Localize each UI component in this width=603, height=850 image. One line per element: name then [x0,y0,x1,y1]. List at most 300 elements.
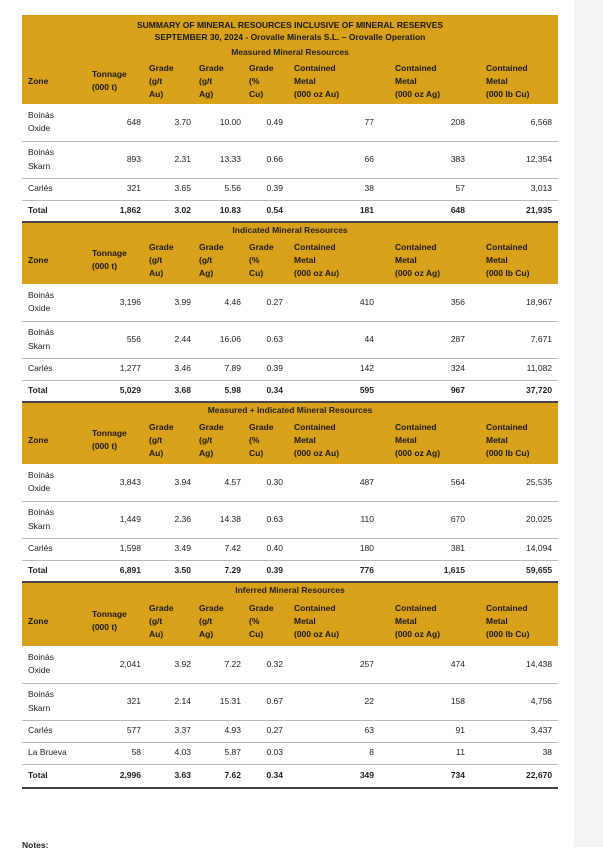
table-row [22,284,558,321]
cell-cu: 0.39 [247,178,289,200]
header-au-line: Grade [149,602,174,613]
header-mcu [471,416,558,464]
cell-cu: 0.03 [247,742,289,764]
header-zone-label: Zone [28,615,49,626]
cell-mag: 381 [380,538,471,560]
total-row [22,560,558,582]
header-cu-line: Grade [249,62,274,73]
cell-tonnage: 58 [80,742,147,764]
total-tonnage: 2,996 [80,764,147,788]
cell-mcu: 3,437 [471,720,558,742]
cell-mag: 564 [380,464,471,501]
zone-subname: Skarn [28,702,51,713]
cell-ag: 10.00 [197,104,247,141]
header-au [147,596,197,646]
header-tonnage-line: Tonnage [92,69,127,79]
total-cu: 0.39 [247,560,289,582]
header-zone-label: Zone [28,254,49,265]
header-mau-line: Metal [294,75,316,86]
total-row [22,380,558,402]
cell-mau: 77 [289,104,380,141]
header-mcu [471,596,558,646]
header-mag-line: Metal [395,75,417,86]
zone-name: Carlés [28,725,53,736]
total-mag: 967 [380,380,471,402]
title-line-2: SEPTEMBER 30, 2024 - Orovalle Minerals S.L. – Orovalle Operation [154,32,426,42]
header-au [147,58,197,104]
header-au-line: (g/t [149,615,163,626]
header-mau-line: (000 oz Au) [294,267,340,278]
header-mcu [471,58,558,104]
cell-mag: 383 [380,141,471,178]
total-label: Total [22,560,80,582]
header-mcu-line: Metal [486,615,508,626]
header-cu-line: Grade [249,241,274,252]
cell-au: 2.36 [147,501,197,538]
cell-cu: 0.49 [247,104,289,141]
section-title-text: Inferred Mineral Resources [235,584,345,595]
zone-subname: Skarn [28,520,51,531]
header-zone-label: Zone [28,75,49,86]
cell-tonnage: 556 [80,321,147,358]
zone-subname: Skarn [28,160,51,171]
cell-tonnage: 577 [80,720,147,742]
cell-mcu: 38 [471,742,558,764]
header-cu-line: (% [249,615,260,626]
cell-mag: 356 [380,284,471,321]
header-tonnage-line: Tonnage [92,428,127,438]
cell-mau: 22 [289,683,380,720]
header-mau-line: (000 oz Au) [294,628,340,639]
total-label: Total [22,380,80,402]
cell-mau: 142 [289,358,380,380]
mineral-resources-table [22,15,558,789]
header-cu-line: Grade [249,421,274,432]
header-cu-line: (% [249,254,260,265]
total-au: 3.63 [147,764,197,788]
zone-cell [22,742,80,764]
total-cu: 0.54 [247,200,289,222]
cell-ag: 4.93 [197,720,247,742]
section-title [22,222,558,236]
header-cu-line: Cu) [249,628,264,639]
cell-ag: 15.31 [197,683,247,720]
zone-name: Carlés [28,183,53,194]
header-mau [289,58,380,104]
header-mag-line: Metal [395,434,417,445]
header-cu-line: Cu) [249,267,264,278]
header-tonnage [80,236,147,284]
header-mag [380,58,471,104]
cell-tonnage: 648 [80,104,147,141]
header-ag-line: Ag) [199,88,214,99]
notes-label: Notes: [22,840,49,850]
header-mcu-line: Contained [486,62,528,73]
cell-tonnage: 893 [80,141,147,178]
cell-mau: 110 [289,501,380,538]
table-row [22,720,558,742]
zone-cell [22,104,80,141]
total-mag: 734 [380,764,471,788]
total-mcu: 21,935 [471,200,558,222]
section-title [22,46,558,58]
total-au: 3.68 [147,380,197,402]
cell-cu: 0.40 [247,538,289,560]
zone-subname: Oxide [28,483,51,494]
header-mcu-line: Contained [486,421,528,432]
header-mag [380,236,471,284]
header-mcu-line: Metal [486,254,508,265]
cell-mag: 474 [380,646,471,683]
cell-mcu: 25,535 [471,464,558,501]
cell-ag: 14.38 [197,501,247,538]
title-line-1: SUMMARY OF MINERAL RESOURCES INCLUSIVE OF MINERAL RESERVES [137,20,444,30]
header-mau [289,416,380,464]
header-ag-line: Grade [199,62,224,73]
cell-ag: 5.87 [197,742,247,764]
header-cu-line: Cu) [249,447,264,458]
cell-ag: 7.42 [197,538,247,560]
cell-tonnage: 1,598 [80,538,147,560]
header-tonnage-line: Tonnage [92,248,127,258]
table-row [22,464,558,501]
cell-tonnage: 3,196 [80,284,147,321]
total-tonnage: 1,862 [80,200,147,222]
zone-cell [22,538,80,560]
total-ag: 7.29 [197,560,247,582]
header-tonnage-line: (000 t) [92,441,118,451]
cell-au: 3.94 [147,464,197,501]
header-ag-line: Ag) [199,267,214,278]
header-au [147,236,197,284]
header-ag [197,58,247,104]
header-au-line: Au) [149,267,164,278]
table-row [22,683,558,720]
section-title [22,582,558,596]
table-row [22,178,558,200]
cell-au: 2.14 [147,683,197,720]
cell-tonnage: 2,041 [80,646,147,683]
total-cu: 0.34 [247,380,289,402]
header-mcu-line: (000 lb Cu) [486,447,530,458]
zone-cell [22,321,80,358]
header-mag-line: (000 oz Ag) [395,628,441,639]
cell-cu: 0.32 [247,646,289,683]
header-mag-line: (000 oz Ag) [395,88,441,99]
cell-mau: 8 [289,742,380,764]
cell-mag: 287 [380,321,471,358]
cell-mag: 57 [380,178,471,200]
header-ag-line: (g/t [199,615,213,626]
total-mcu: 59,655 [471,560,558,582]
section-title-text: Measured + Indicated Mineral Resources [207,404,373,415]
cell-tonnage: 1,277 [80,358,147,380]
header-mau-line: Contained [294,421,336,432]
zone-name: Carlés [28,543,53,554]
table-row [22,538,558,560]
zone-cell [22,501,80,538]
cell-mau: 410 [289,284,380,321]
cell-mau: 180 [289,538,380,560]
cell-au: 2.44 [147,321,197,358]
cell-ag: 13.33 [197,141,247,178]
header-au-line: (g/t [149,434,163,445]
header-cu-line: Grade [249,602,274,613]
zone-cell [22,284,80,321]
header-au-line: Grade [149,62,174,73]
header-zone-label: Zone [28,434,49,445]
column-header-row [22,416,558,464]
header-mcu-line: Contained [486,602,528,613]
header-zone [22,58,80,104]
table-row [22,141,558,178]
cell-cu: 0.39 [247,358,289,380]
header-mau-line: Metal [294,434,316,445]
header-mau [289,236,380,284]
header-cu-line: Cu) [249,88,264,99]
header-ag-line: Ag) [199,447,214,458]
table-row [22,646,558,683]
header-zone [22,596,80,646]
header-mcu-line: (000 lb Cu) [486,267,530,278]
cell-mag: 670 [380,501,471,538]
zone-cell [22,141,80,178]
cell-ag: 7.89 [197,358,247,380]
cell-mcu: 14,438 [471,646,558,683]
cell-mag: 324 [380,358,471,380]
cell-ag: 4.57 [197,464,247,501]
cell-tonnage: 321 [80,683,147,720]
cell-mcu: 14,094 [471,538,558,560]
header-tonnage-line: (000 t) [92,622,118,632]
cell-mau: 257 [289,646,380,683]
cell-mcu: 20,025 [471,501,558,538]
header-ag-line: Grade [199,602,224,613]
zone-subname: Oxide [28,123,51,134]
header-ag [197,416,247,464]
zone-name: Boinás [28,469,54,480]
cell-mau: 38 [289,178,380,200]
header-mcu [471,236,558,284]
zone-name: Boinás [28,109,54,120]
header-mau-line: Metal [294,254,316,265]
cell-au: 3.49 [147,538,197,560]
total-tonnage: 5,029 [80,380,147,402]
cell-tonnage: 3,843 [80,464,147,501]
header-mcu-line: Metal [486,434,508,445]
zone-subname: Oxide [28,665,51,676]
cell-mag: 11 [380,742,471,764]
header-mau-line: (000 oz Au) [294,88,340,99]
header-ag-line: (g/t [199,254,213,265]
cell-cu: 0.63 [247,501,289,538]
zone-cell [22,720,80,742]
header-mag-line: Metal [395,615,417,626]
total-row [22,200,558,222]
header-zone [22,416,80,464]
cell-ag: 16.06 [197,321,247,358]
cell-ag: 7.22 [197,646,247,683]
cell-cu: 0.30 [247,464,289,501]
total-ag: 10.83 [197,200,247,222]
header-mag-line: Contained [395,602,437,613]
header-cu [247,596,289,646]
cell-mag: 158 [380,683,471,720]
header-ag-line: (g/t [199,434,213,445]
zone-subname: Oxide [28,303,51,314]
section-title [22,402,558,416]
cell-mcu: 12,354 [471,141,558,178]
header-au-line: Grade [149,421,174,432]
cell-mcu: 4,756 [471,683,558,720]
total-label: Total [22,764,80,788]
total-tonnage: 6,891 [80,560,147,582]
total-mag: 1,615 [380,560,471,582]
zone-name: Boinás [28,327,54,337]
header-mag-line: Metal [395,254,417,265]
total-ag: 5.98 [197,380,247,402]
header-cu-line: (% [249,434,260,445]
header-mau [289,596,380,646]
header-ag-line: (g/t [199,75,213,86]
cell-au: 3.92 [147,646,197,683]
cell-mau: 44 [289,321,380,358]
header-mag-line: Contained [395,421,437,432]
cell-mau: 487 [289,464,380,501]
cell-tonnage: 1,449 [80,501,147,538]
header-tonnage-line: Tonnage [92,609,127,619]
zone-cell [22,683,80,720]
zone-name: Boinás [28,147,54,157]
header-au-line: (g/t [149,254,163,265]
zone-cell [22,178,80,200]
header-mag-line: (000 oz Ag) [395,447,441,458]
column-header-row [22,236,558,284]
total-cu: 0.34 [247,764,289,788]
zone-name: Carlés [28,363,53,374]
header-mag-line: (000 oz Ag) [395,267,441,278]
total-mau: 349 [289,764,380,788]
cell-mcu: 18,967 [471,284,558,321]
header-mcu-line: Metal [486,75,508,86]
cell-au: 3.99 [147,284,197,321]
header-au-line: Au) [149,628,164,639]
zone-cell [22,464,80,501]
header-au-line: Grade [149,241,174,252]
zone-name: Boinás [28,507,54,517]
total-label: Total [22,200,80,222]
total-mcu: 37,720 [471,380,558,402]
total-mau: 595 [289,380,380,402]
header-au-line: Au) [149,88,164,99]
cell-cu: 0.66 [247,141,289,178]
zone-cell [22,358,80,380]
table-row [22,358,558,380]
cell-au: 3.70 [147,104,197,141]
header-cu [247,58,289,104]
total-mau: 181 [289,200,380,222]
table-row [22,742,558,764]
cell-mag: 91 [380,720,471,742]
header-mau-line: Contained [294,241,336,252]
header-au [147,416,197,464]
header-tonnage [80,58,147,104]
header-mag-line: Contained [395,62,437,73]
total-mcu: 22,670 [471,764,558,788]
header-mcu-line: Contained [486,241,528,252]
cell-cu: 0.27 [247,284,289,321]
header-tonnage [80,416,147,464]
table-title [22,15,558,46]
header-mag [380,596,471,646]
zone-name: Boinás [28,689,54,699]
zone-name: Boinás [28,289,54,300]
cell-cu: 0.27 [247,720,289,742]
header-mcu-line: (000 lb Cu) [486,628,530,639]
cell-cu: 0.67 [247,683,289,720]
cell-mau: 66 [289,141,380,178]
right-margin-panel [574,0,603,847]
table-row [22,501,558,538]
total-au: 3.02 [147,200,197,222]
header-mcu-line: (000 lb Cu) [486,88,530,99]
header-ag-line: Ag) [199,628,214,639]
header-tonnage [80,596,147,646]
header-mau-line: Metal [294,615,316,626]
cell-tonnage: 321 [80,178,147,200]
cell-mcu: 3,013 [471,178,558,200]
total-mau: 776 [289,560,380,582]
header-cu-line: (% [249,75,260,86]
cell-au: 2.31 [147,141,197,178]
total-ag: 7.62 [197,764,247,788]
header-zone [22,236,80,284]
section-title-text: Indicated Mineral Resources [232,224,348,235]
header-au-line: Au) [149,447,164,458]
zone-cell [22,646,80,683]
cell-mcu: 7,671 [471,321,558,358]
cell-mcu: 11,082 [471,358,558,380]
header-mag-line: Contained [395,241,437,252]
header-tonnage-line: (000 t) [92,82,118,92]
total-mag: 648 [380,200,471,222]
column-header-row [22,58,558,104]
cell-mcu: 6,568 [471,104,558,141]
total-row [22,764,558,788]
cell-cu: 0.63 [247,321,289,358]
header-ag [197,596,247,646]
header-mau-line: Contained [294,62,336,73]
header-au-line: (g/t [149,75,163,86]
header-ag [197,236,247,284]
header-mag [380,416,471,464]
zone-subname: Skarn [28,340,51,351]
cell-au: 3.37 [147,720,197,742]
total-au: 3.50 [147,560,197,582]
header-cu [247,236,289,284]
cell-ag: 4.46 [197,284,247,321]
header-tonnage-line: (000 t) [92,261,118,271]
cell-mau: 63 [289,720,380,742]
header-mau-line: (000 oz Au) [294,447,340,458]
cell-au: 3.65 [147,178,197,200]
cell-ag: 5.56 [197,178,247,200]
header-cu [247,416,289,464]
cell-mag: 208 [380,104,471,141]
column-header-row [22,596,558,646]
header-ag-line: Grade [199,421,224,432]
header-ag-line: Grade [199,241,224,252]
